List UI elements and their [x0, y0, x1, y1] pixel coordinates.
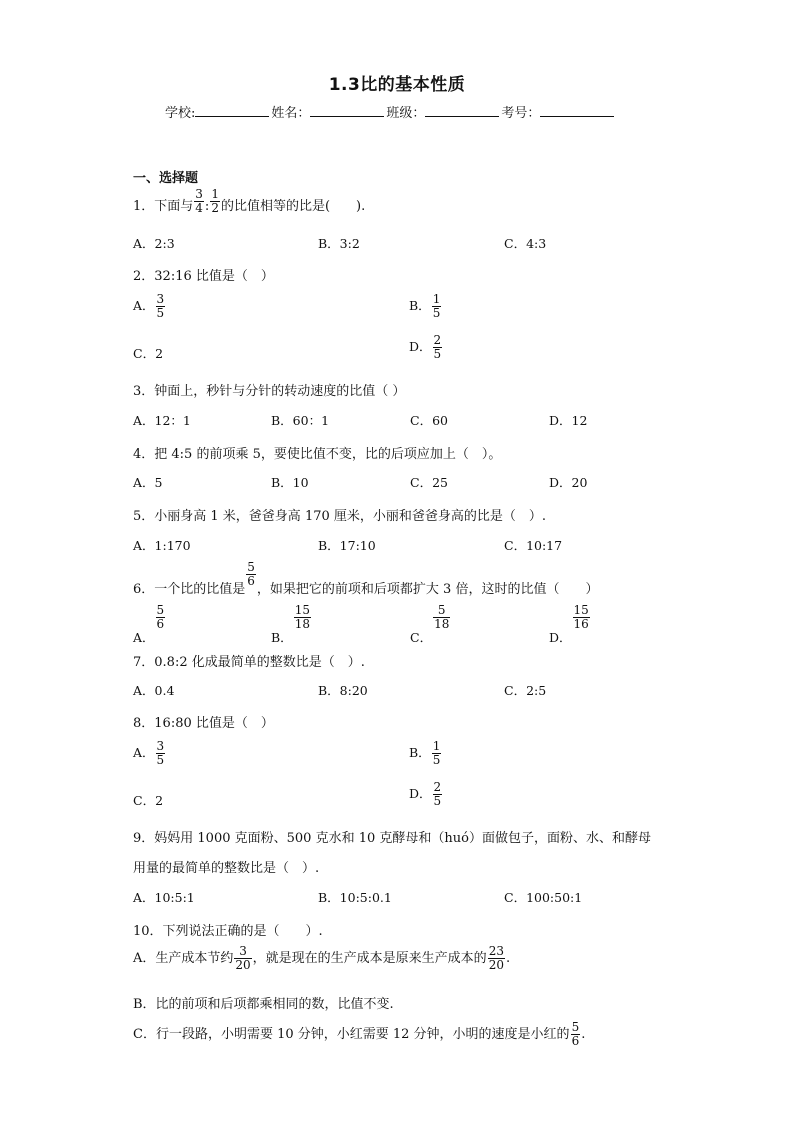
q8-option-c[interactable]: C．2 [133, 793, 164, 808]
q6-fraction: $\frac{5}{6}$ [247, 560, 255, 588]
q6-option-c-fraction: $\frac{5}{18}$ [434, 603, 450, 631]
name-label: 姓名： [271, 106, 311, 121]
q8-option-a-fraction: $\frac{3}{5}$ [156, 739, 165, 767]
question-9-line-1: 9．妈妈用 1000 克面粉、500 克水和 10 克酵母和（huó）面做包子，面粉、水、和酵母 [133, 831, 651, 846]
q2-option-c[interactable]: C．2 [133, 346, 164, 361]
q2-option-b-fraction: $\frac{1}{5}$ [432, 292, 441, 320]
q1-colon: : [204, 199, 210, 214]
page-title: 1.3比的基本性质 [328, 75, 466, 95]
q1-fraction-b: $\frac{1}{2}$ [211, 187, 219, 215]
question-9-line-2: 用量的最简单的整数比是（ ）. [133, 861, 320, 876]
number-blank [540, 104, 614, 117]
q1-prefix: 1．下面与 [133, 199, 194, 214]
q6-option-b-fraction: $\frac{15}{18}$ [294, 603, 310, 631]
q10-option-a-fraction-2: $\frac{23}{20}$ [488, 944, 504, 972]
question-4: 4．把 4:5 的前项乘 5，要使比值不变，比的后项应加上（ ）。 [133, 447, 502, 462]
q1-option-a[interactable]: A．2:3 [133, 236, 175, 251]
question-2: 2．32:16 比值是（ ） [133, 269, 274, 284]
q2-option-d-fraction: $\frac{2}{5}$ [433, 333, 442, 361]
q3-option-d[interactable]: D．12 [549, 413, 588, 428]
q10-option-c-fraction: $\frac{5}{6}$ [571, 1020, 580, 1048]
class-blank [425, 104, 499, 117]
q6-option-a[interactable]: A． $\frac{5}{6}$ [133, 603, 165, 645]
school-label: 学校: [165, 106, 196, 121]
name-blank [310, 104, 384, 117]
question-6 [133, 561, 598, 597]
q6-option-d-fraction: $\frac{15}{16}$ [573, 603, 589, 631]
student-info-line [165, 102, 616, 121]
q9-option-a[interactable]: A．10:5:1 [133, 890, 195, 905]
q8-option-a[interactable]: A． $\frac{3}{5}$ [133, 739, 165, 767]
q6-option-a-fraction: $\frac{5}{6}$ [156, 603, 165, 631]
q2-option-b[interactable]: B． $\frac{1}{5}$ [409, 292, 441, 320]
school-blank [195, 104, 269, 117]
q9-option-b[interactable]: B．10:5:0.1 [318, 890, 392, 905]
q7-option-a[interactable]: A．0.4 [133, 683, 175, 698]
q1-fraction-a: $\frac{3}{4}$ [195, 187, 203, 215]
q4-option-b[interactable]: B．10 [271, 475, 309, 490]
q4-option-c[interactable]: C．25 [410, 475, 448, 490]
question-10: 10．下列说法正确的是（ ）. [133, 924, 323, 939]
q3-option-b[interactable]: B．60：1 [271, 413, 330, 428]
q10-option-b[interactable]: B．比的前项和后项都乘相同的数，比值不变. [133, 997, 394, 1012]
q5-option-b[interactable]: B．17:10 [318, 538, 376, 553]
q6-option-d[interactable]: D． $\frac{15}{16}$ [549, 603, 589, 645]
question-8: 8．16:80 比值是（ ） [133, 716, 274, 731]
q9-option-c[interactable]: C．100:50:1 [504, 890, 583, 905]
q10-option-c[interactable]: C．行一段路，小明需要 10 分钟，小红需要 12 分钟，小明的速度是小红的 $\frac{5}{6}$ . [133, 1020, 586, 1048]
q2-option-d[interactable]: D． $\frac{2}{5}$ [409, 333, 442, 361]
q2-option-a[interactable]: A． $\frac{3}{5}$ [133, 292, 165, 320]
q7-option-c[interactable]: C．2:5 [504, 683, 547, 698]
q2-option-a-fraction: $\frac{3}{5}$ [156, 292, 165, 320]
question-5: 5．小丽身高 1 米，爸爸身高 170 厘米，小丽和爸爸身高的比是（ ）. [133, 509, 547, 524]
question-1 [133, 188, 365, 215]
number-label: 考号： [501, 106, 541, 121]
q3-option-a[interactable]: A．12：1 [133, 413, 191, 428]
q8-option-d[interactable]: D． $\frac{2}{5}$ [409, 780, 442, 808]
q5-option-a[interactable]: A．1:170 [133, 538, 191, 553]
q8-option-d-fraction: $\frac{2}{5}$ [433, 780, 442, 808]
q10-option-a-fraction-1: $\frac{3}{20}$ [235, 944, 251, 972]
q1-option-b[interactable]: B．3:2 [318, 236, 360, 251]
q7-option-b[interactable]: B．8:20 [318, 683, 368, 698]
q6-option-b[interactable]: B． $\frac{15}{18}$ [271, 603, 310, 645]
section-title: 一、选择题 [133, 171, 199, 186]
question-7: 7．0.8:2 化成最简单的整数比是（ ）. [133, 655, 365, 670]
q6-suffix: ，如果把它的前项和后项都扩大 3 倍，这时的比值（ ） [256, 582, 599, 597]
q1-option-c[interactable]: C．4:3 [504, 236, 547, 251]
q4-option-d[interactable]: D．20 [549, 475, 588, 490]
question-3: 3．钟面上，秒针与分针的转动速度的比值（ ） [133, 384, 406, 399]
q5-option-c[interactable]: C．10:17 [504, 538, 563, 553]
q4-option-a[interactable]: A．5 [133, 475, 163, 490]
q6-prefix: 6．一个比的比值是 [133, 582, 246, 597]
class-label: 班级： [386, 106, 426, 121]
q3-option-c[interactable]: C．60 [410, 413, 448, 428]
q6-option-c[interactable]: C． $\frac{5}{18}$ [410, 603, 450, 645]
q1-suffix: 的比值相等的比是( ). [220, 199, 366, 214]
q8-option-b[interactable]: B． $\frac{1}{5}$ [409, 739, 441, 767]
q8-option-b-fraction: $\frac{1}{5}$ [432, 739, 441, 767]
q10-option-a[interactable]: A．生产成本节约 $\frac{3}{20}$ ，就是现在的生产成本是原来生产成本的 $\frac{23}{20}$ . [133, 944, 511, 972]
